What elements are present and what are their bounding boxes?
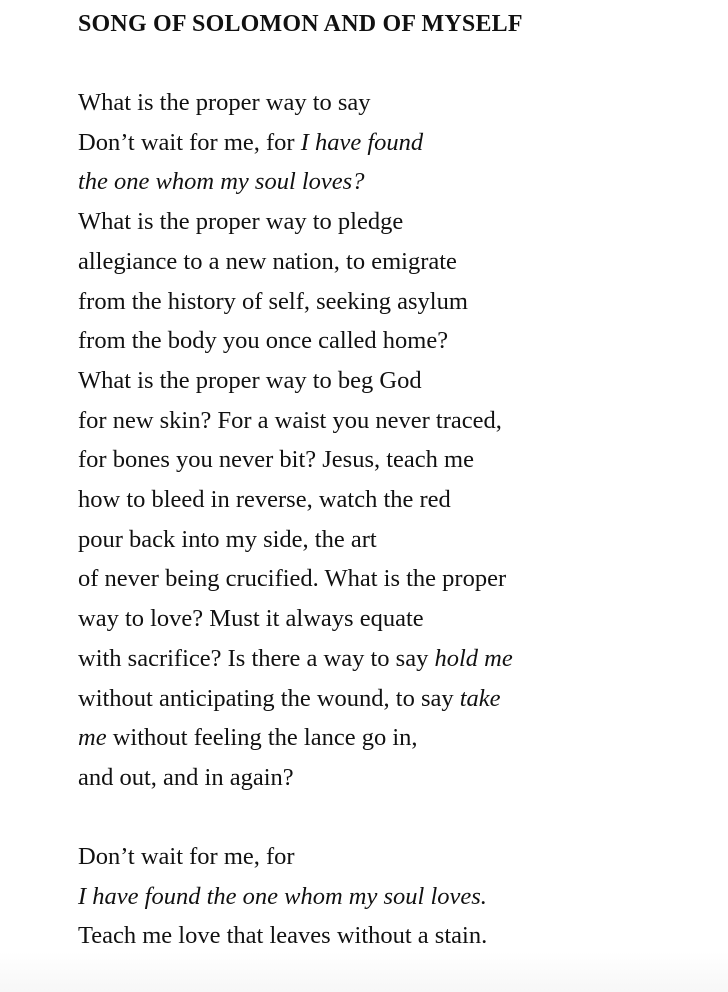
poem-line: [78, 877, 487, 917]
poem-line: [78, 202, 513, 242]
poem-line: [78, 321, 513, 361]
poem-line: [78, 639, 513, 679]
poem-line: [78, 837, 487, 877]
poem-line: [78, 440, 513, 480]
line-text: pour back into my side, the art: [78, 525, 377, 553]
poem-title: SONG OF SOLOMON AND OF MYSELF: [78, 11, 523, 37]
italic-text: me: [78, 724, 107, 752]
poem-line: [78, 242, 513, 282]
line-text: way to love? Must it always equate: [78, 605, 424, 633]
line-text: Teach me love that leaves without a stain.: [78, 922, 488, 950]
line-text: and out, and in again?: [78, 763, 294, 791]
italic-text: take: [459, 684, 501, 712]
line-text: with sacrifice? Is there a way to say: [78, 644, 435, 672]
line-text: What is the proper way to pledge: [78, 208, 404, 236]
line-text: Don’t wait for me, for: [78, 843, 295, 870]
italic-text: the one whom my soul loves?: [78, 168, 365, 196]
line-text: from the body you once called home?: [78, 327, 449, 355]
line-text: without anticipating the wound, to say: [78, 684, 460, 712]
line-text: without feeling the lance go in,: [106, 724, 418, 752]
poem-line: [78, 83, 513, 123]
poem-line: [78, 480, 513, 520]
line-text: for new skin? For a waist you never traced,: [78, 406, 502, 434]
poem-line: [78, 401, 513, 441]
italic-text: I have found the one whom my soul loves.: [78, 882, 487, 910]
poem-line: [78, 282, 513, 322]
stanza-2: [78, 837, 487, 956]
poem-line: [78, 559, 513, 599]
stanza-1: [78, 83, 513, 798]
poem-line: [78, 679, 513, 719]
poem-line: [78, 162, 513, 202]
line-text: of never being crucified. What is the proper: [78, 565, 507, 593]
poem-line: [78, 599, 513, 639]
line-text: Don’t wait for me, for: [78, 128, 301, 156]
line-text: What is the proper way to beg God: [78, 366, 422, 394]
poem-line: [78, 758, 513, 798]
line-text: how to bleed in reverse, watch the red: [78, 486, 451, 514]
poem-line: [78, 123, 513, 163]
line-text: allegiance to a new nation, to emigrate: [78, 247, 457, 275]
poem-line: [78, 718, 513, 758]
poem-line: [78, 916, 487, 956]
poem-line: [78, 520, 513, 560]
line-text: What is the proper way to say: [78, 89, 371, 116]
line-text: for bones you never bit? Jesus, teach me: [78, 446, 474, 474]
line-text: from the history of self, seeking asylum: [78, 287, 468, 315]
italic-text: I have found: [300, 128, 424, 156]
poem-line: [78, 361, 513, 401]
page-bottom-edge: [0, 952, 728, 992]
italic-text: hold me: [434, 644, 513, 672]
